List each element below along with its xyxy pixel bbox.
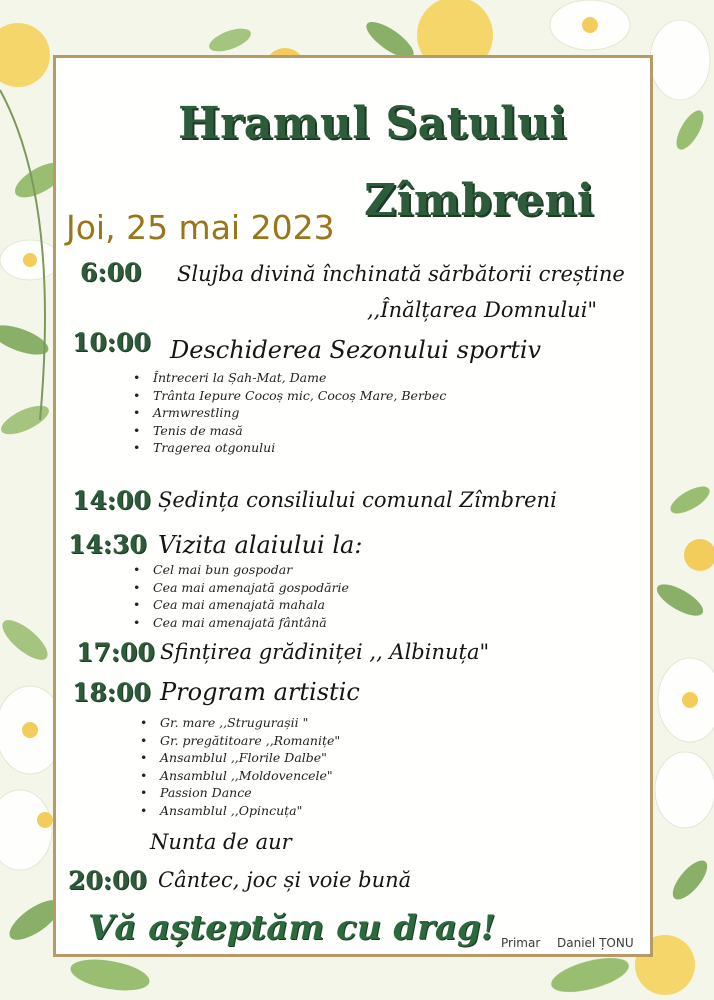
artistic-list: [140, 714, 340, 819]
title-line-2: Zîmbreni: [364, 175, 595, 226]
list-item: • Cea mai amenajată fântână: [133, 614, 349, 632]
invitation-text: Vă așteptăm cu drag!: [88, 908, 496, 948]
event-1430: Vizita alaiului la:: [158, 531, 363, 559]
event-0600-line2: ,,Înălțarea Domnului": [367, 298, 598, 322]
event-1800: Program artistic: [160, 678, 360, 706]
time-slot-1800: 18:00: [72, 678, 151, 707]
list-item: • Întreceri la Șah-Mat, Dame: [133, 369, 446, 387]
event-0600: Slujba divină închinată sărbătorii creștine: [177, 262, 625, 286]
list-item: • Cea mai amenajată gospodărie: [133, 579, 349, 597]
signature-name: Daniel ȚONU: [557, 936, 634, 950]
signature-role: Primar: [501, 936, 541, 950]
time-slot-1000: 10:00: [72, 328, 151, 357]
list-item: • Tragerea otgonului: [133, 439, 446, 457]
list-item: • Gr. mare ,,Strugurașii ": [140, 714, 340, 732]
sport-list: [133, 369, 446, 457]
list-item: • Ansamblul ,,Opincuța": [140, 802, 340, 820]
title-line-1: Hramul Satului: [178, 98, 567, 149]
list-item: • Cea mai amenajată mahala: [133, 596, 349, 614]
time-slot-0600: 6:00: [80, 258, 142, 287]
visit-list: [133, 561, 349, 631]
list-item: • Passion Dance: [140, 784, 340, 802]
event-golden-wedding: Nunta de aur: [150, 830, 292, 854]
time-slot-1430: 14:30: [68, 530, 147, 559]
event-date: Joi, 25 mai 2023: [66, 208, 335, 247]
list-item: • Ansamblul ,,Florile Dalbe": [140, 749, 340, 767]
event-2000: Cântec, joc și voie bună: [158, 868, 412, 892]
time-slot-1400: 14:00: [72, 486, 151, 515]
list-item: • Armwrestling: [133, 404, 446, 422]
list-item: • Ansamblul ,,Moldovencele": [140, 767, 340, 785]
list-item: • Gr. pregătitoare ,,Romanițe": [140, 732, 340, 750]
list-item: • Trânta Iepure Cocoș mic, Cocoș Mare, Berbec: [133, 387, 446, 405]
list-item: • Tenis de masă: [133, 422, 446, 440]
time-slot-1700: 17:00: [76, 638, 155, 667]
time-slot-2000: 20:00: [68, 866, 147, 895]
event-1700: Sfințirea grădiniței ,, Albinuța": [160, 640, 490, 664]
event-1400: Ședința consiliului comunal Zîmbreni: [158, 488, 557, 512]
list-item: • Cel mai bun gospodar: [133, 561, 349, 579]
event-1000: Deschiderea Sezonului sportiv: [170, 336, 542, 364]
